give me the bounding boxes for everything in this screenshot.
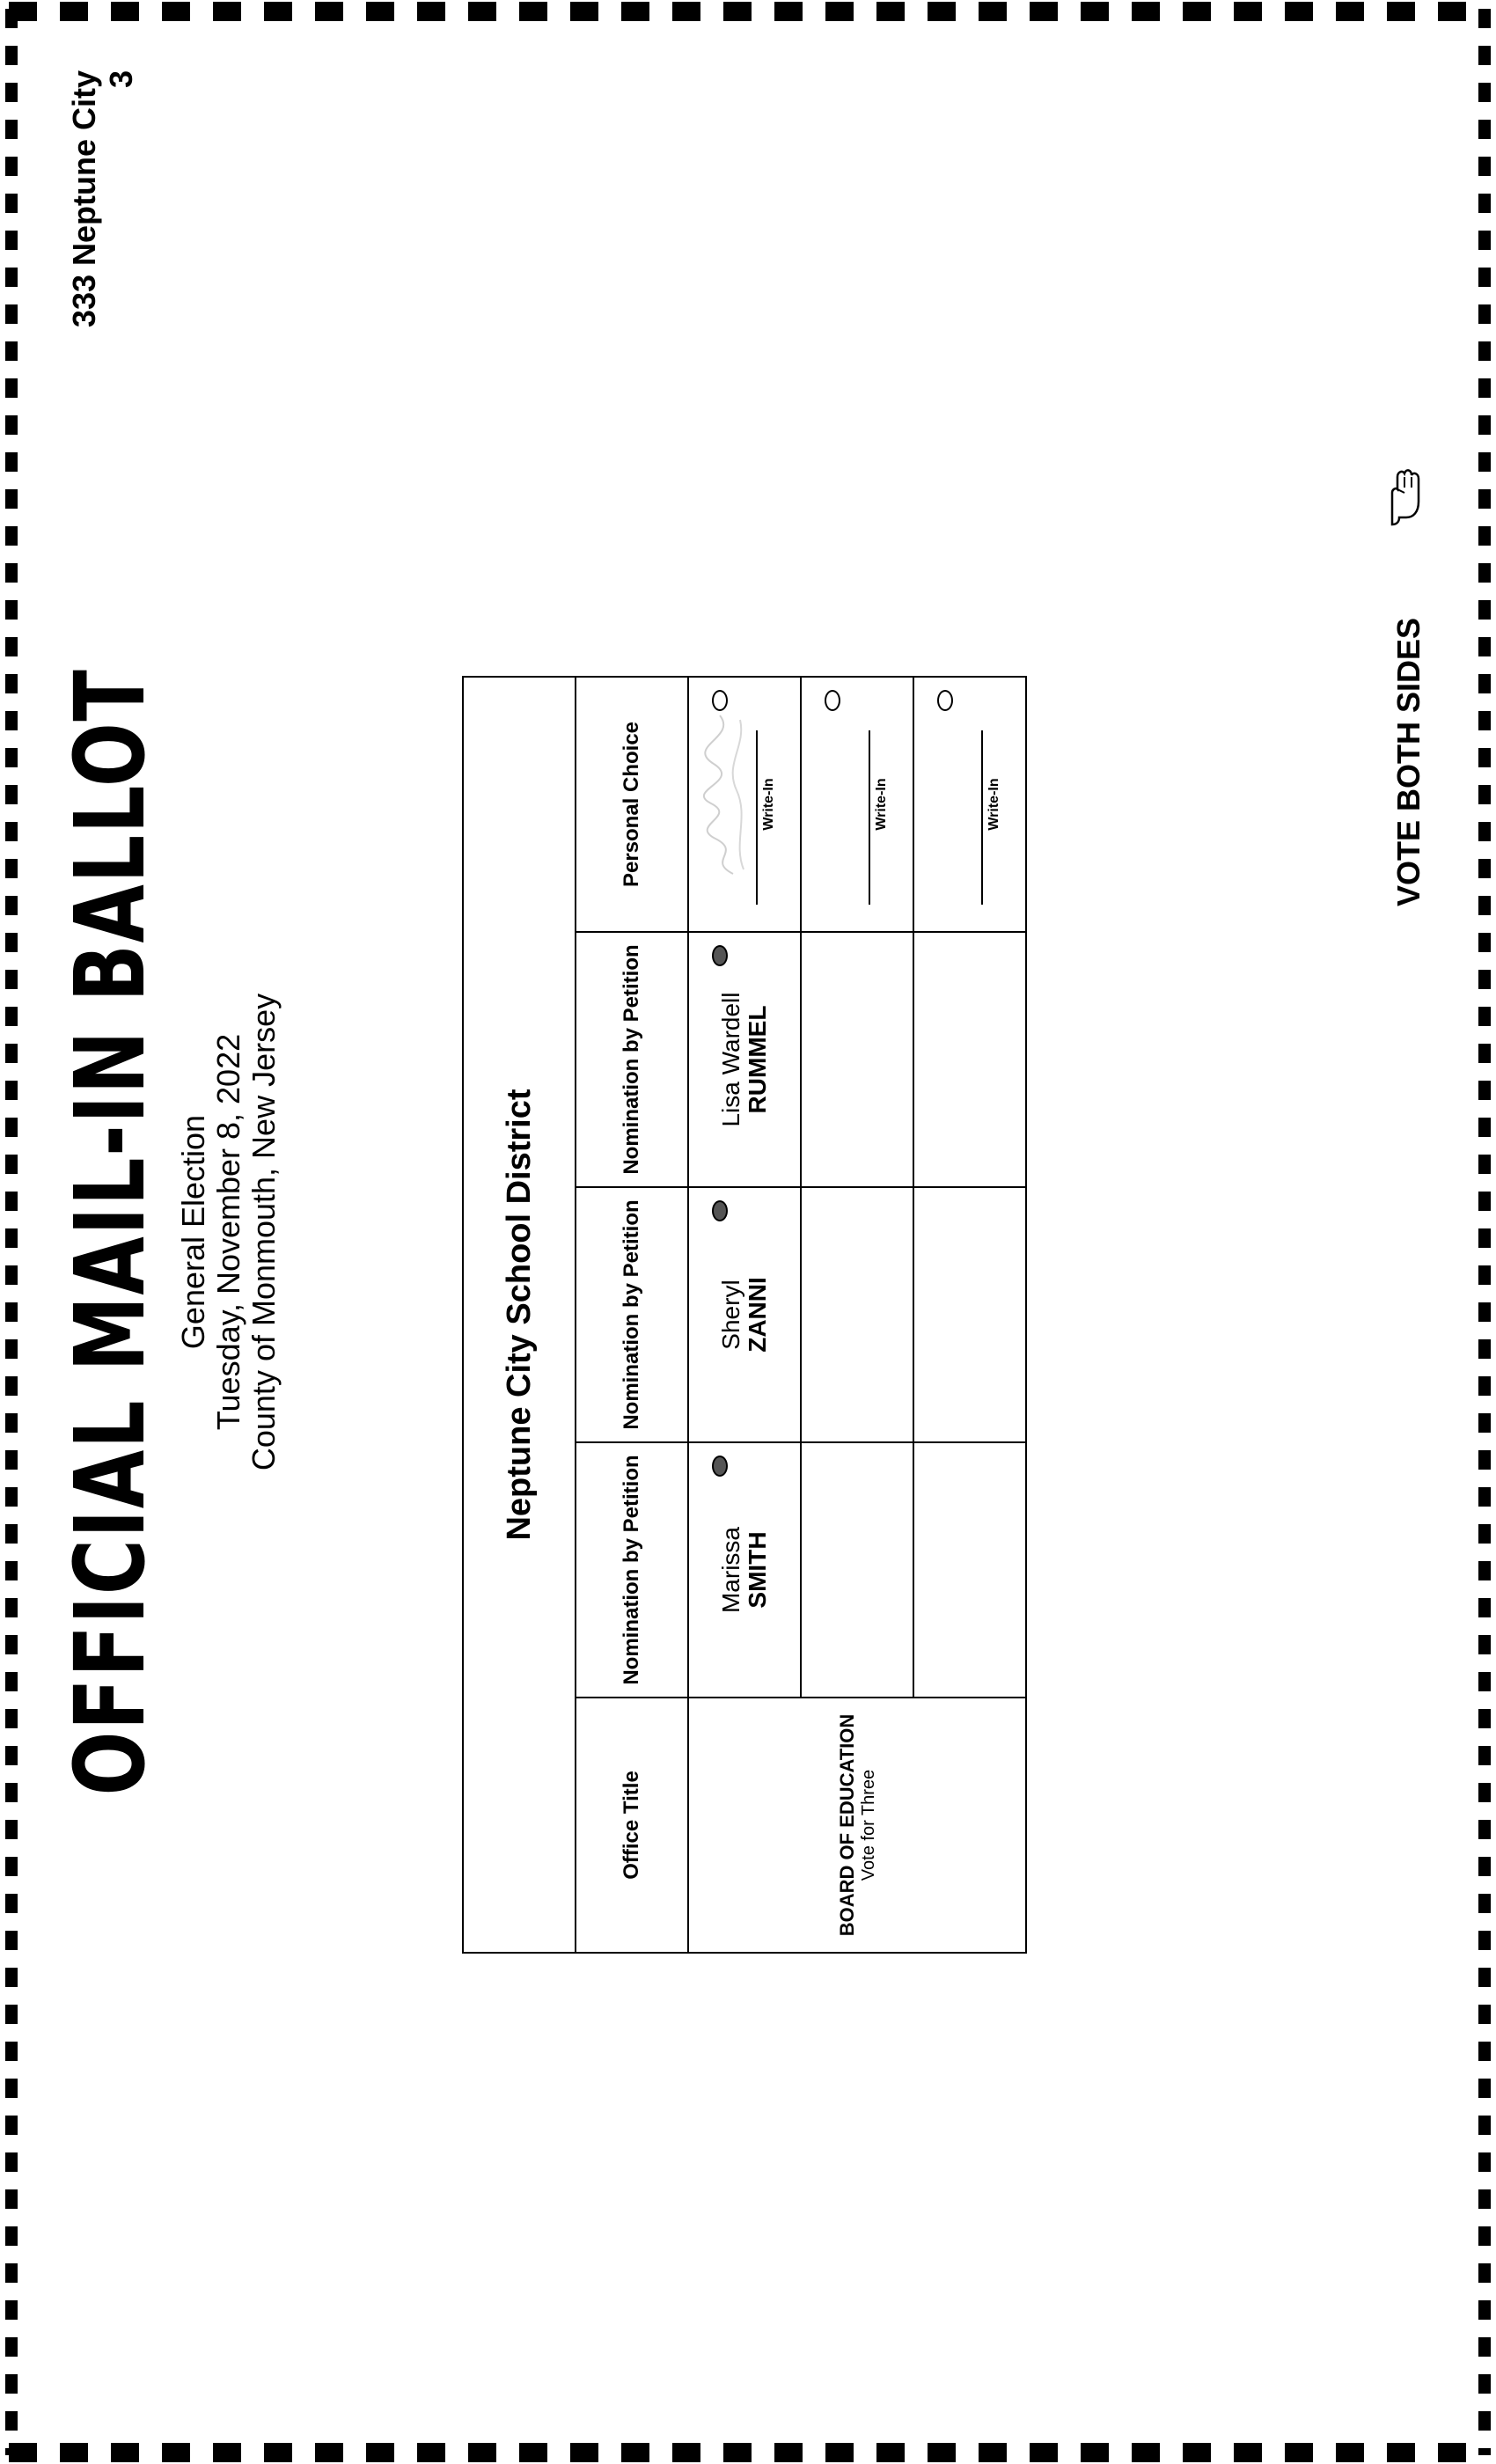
write-in-label: Write-In xyxy=(874,778,889,831)
election-county: County of Monmouth, New Jersey xyxy=(246,993,282,1471)
dashed-border-top xyxy=(0,0,1496,23)
vote-oval-icon[interactable] xyxy=(712,1200,728,1221)
empty-cell xyxy=(913,1187,1026,1442)
write-in-slot-3[interactable] xyxy=(913,677,1026,932)
nomination-header-2: Nomination by Petition xyxy=(576,1187,688,1442)
dashed-border-left xyxy=(0,0,23,2464)
candidate-last-name: RUMMEL xyxy=(744,1005,771,1114)
write-in-line[interactable] xyxy=(756,730,758,905)
candidate-first-name: Marissa xyxy=(717,1527,744,1614)
candidate-first-name: Sheryl xyxy=(717,1280,744,1350)
pointing-hand-icon xyxy=(1373,458,1426,528)
write-in-line[interactable] xyxy=(869,730,870,905)
write-in-line[interactable] xyxy=(981,730,983,905)
election-date: Tuesday, November 8, 2022 xyxy=(210,1033,246,1431)
ballot-page xyxy=(44,44,1452,2420)
dashed-border-right xyxy=(1473,0,1496,2464)
candidate-zanni[interactable] xyxy=(688,1187,801,1442)
ballot-title: OFFICIAL MAIL-IN BALLOT xyxy=(54,668,166,1796)
candidate-first-name: Lisa Wardell xyxy=(717,992,744,1127)
election-name: General Election xyxy=(175,1114,211,1350)
empty-cell xyxy=(913,932,1026,1187)
candidate-last-name: ZANNI xyxy=(744,1277,771,1353)
vote-both-sides-notice: VOTE BOTH SIDES xyxy=(1390,617,1426,906)
office-cell xyxy=(688,1698,1026,1953)
personal-choice-header: Personal Choice xyxy=(576,677,688,932)
candidate-last-name: SMITH xyxy=(744,1531,771,1609)
candidate-smith[interactable] xyxy=(688,1442,801,1698)
vote-oval-icon[interactable] xyxy=(825,690,840,711)
vote-oval-icon[interactable] xyxy=(712,945,728,966)
candidate-rummel[interactable] xyxy=(688,932,801,1187)
write-in-slot-2[interactable] xyxy=(801,677,913,932)
ballot-table xyxy=(462,676,1027,1954)
office-title-header: Office Title xyxy=(576,1698,688,1953)
write-in-label: Write-In xyxy=(761,778,776,831)
vote-oval-icon[interactable] xyxy=(712,1456,728,1477)
empty-cell xyxy=(913,1442,1026,1698)
empty-cell xyxy=(801,932,913,1187)
empty-cell xyxy=(801,1187,913,1442)
dashed-border-bottom xyxy=(0,2441,1496,2464)
office-name: BOARD OF EDUCATION xyxy=(835,1713,858,1937)
faint-handwriting xyxy=(698,711,751,878)
vote-oval-icon[interactable] xyxy=(712,690,728,711)
nomination-header-3: Nomination by Petition xyxy=(576,932,688,1187)
write-in-label: Write-In xyxy=(986,778,1001,831)
write-in-slot-1[interactable] xyxy=(688,677,801,932)
office-instruction: Vote for Three xyxy=(858,1769,878,1881)
empty-cell xyxy=(801,1442,913,1698)
vote-oval-icon[interactable] xyxy=(937,690,953,711)
district-heading: Neptune City School District xyxy=(463,677,576,1953)
nomination-header-1: Nomination by Petition xyxy=(576,1442,688,1698)
precinct-label: 333 Neptune City 3 xyxy=(66,70,139,328)
